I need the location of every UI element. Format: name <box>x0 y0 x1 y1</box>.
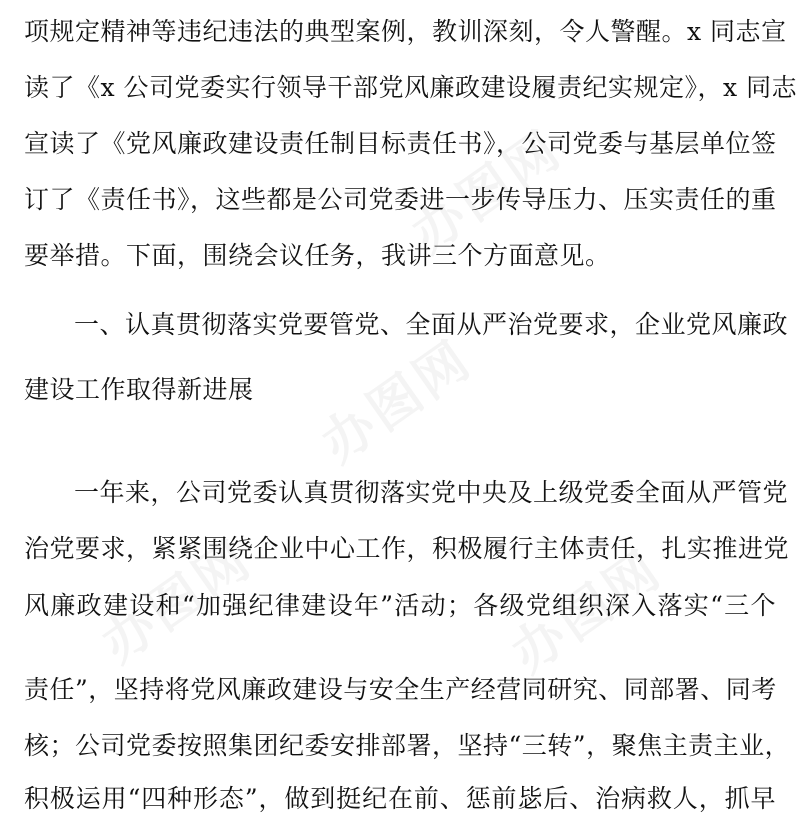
section-heading-line: 一、认真贯彻落实党要管党、全面从严治党要求，企业党风廉政 <box>74 310 789 339</box>
body-text-line: 项规定精神等违纪违法的典型案例，教训深刻，令人警醒。x 同志宣 <box>24 17 787 46</box>
watermark: 办图网 <box>91 529 264 675</box>
body-text-line: 订了《责任书》，这些都是公司党委进一步传导压力、压实责任的重 <box>24 185 777 214</box>
body-text-line: 读了《x 公司党委实行领导干部党风廉政建设履责纪实规定》，x 同志 <box>24 73 798 102</box>
body-text-line: 一年来，公司党委认真贯彻落实党中央及上级党委全面从严管党 <box>74 478 789 507</box>
body-text-line: 风廉政建设和“加强纪律建设年”活动；各级党组织深入落实“三个 <box>24 591 776 620</box>
watermark: 办图网 <box>311 329 484 475</box>
body-text-line: 要举措。下面，围绕会议任务，我讲三个方面意见。 <box>24 241 611 270</box>
body-text-line: 宣读了《党风廉政建设责任制目标责任书》，公司党委与基层单位签 <box>24 129 777 158</box>
body-text-line: 责任”，坚持将党风廉政建设与安全生产经营同研究、同部署、同考 <box>24 675 777 704</box>
body-text-line: 积极运用“四种形态”，做到挺纪在前、惩前毖后、治病救人，抓早 <box>24 784 776 813</box>
body-text-line: 治党要求，紧紧围绕企业中心工作，积极履行主体责任，扎实推进党 <box>24 534 790 563</box>
section-heading-line: 建设工作取得新进展 <box>24 375 254 404</box>
body-text-line: 核；公司党委按照集团纪委安排部署，坚持“三转”，聚焦主责主业， <box>24 731 791 760</box>
watermark: 办图网 <box>501 539 674 685</box>
watermark: 办图网 <box>401 119 574 265</box>
